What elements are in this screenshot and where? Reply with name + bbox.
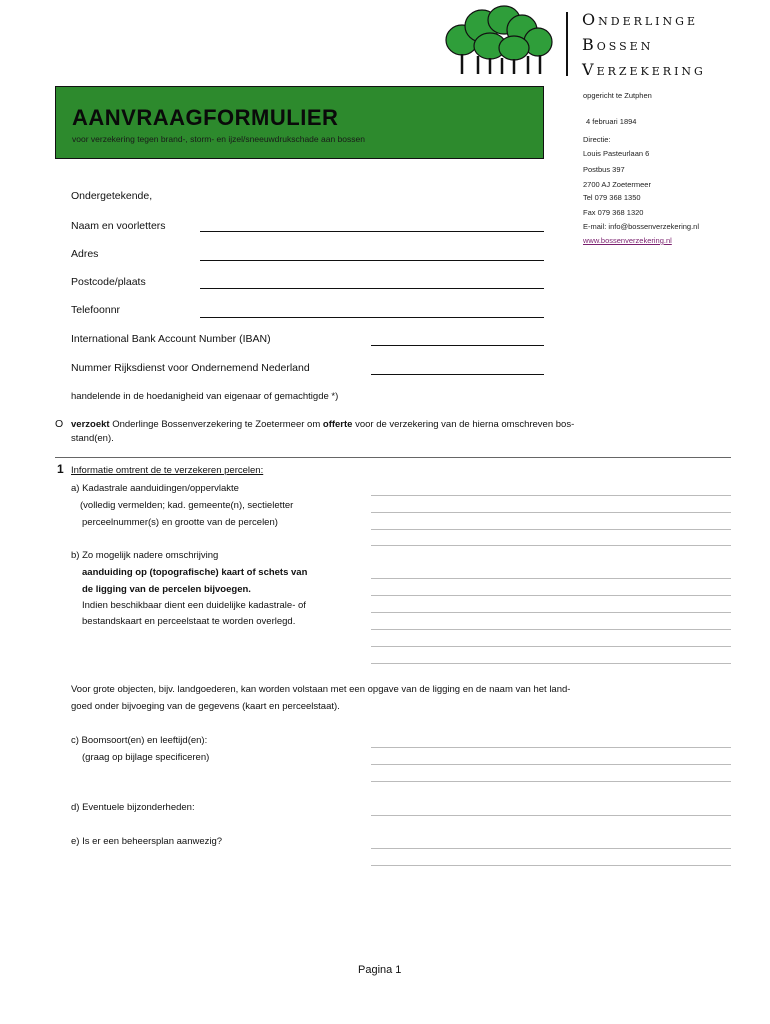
field-d-line[interactable] xyxy=(371,815,731,816)
founded-text: opgericht te Zutphen xyxy=(583,91,652,100)
field-b-line-2[interactable] xyxy=(371,595,731,596)
rvo-field[interactable] xyxy=(371,374,544,375)
address-field[interactable] xyxy=(200,260,544,261)
field-c-line-1[interactable] xyxy=(371,747,731,748)
postcode-label: Postcode/plaats xyxy=(71,276,146,288)
field-b-bold-2: de ligging van de percelen bijvoegen. xyxy=(82,584,251,595)
postbus: Postbus 397 xyxy=(583,165,625,174)
phone-field[interactable] xyxy=(200,317,544,318)
phone: Tel 079 368 1350 xyxy=(583,193,641,202)
section-heading: Informatie omtrent de te verzekeren percelen: xyxy=(71,465,264,476)
field-b-bold-1: aanduiding op (topografische) kaart of schets van xyxy=(82,567,308,578)
intro-text: Ondergetekende, xyxy=(71,190,153,202)
iban-label: International Bank Account Number (IBAN) xyxy=(71,333,271,345)
field-b-line-1[interactable] xyxy=(371,578,731,579)
title-banner xyxy=(55,86,544,159)
address-label: Adres xyxy=(71,248,99,260)
page-subtitle: voor verzekering tegen brand-, storm- en ijzel/sneeuwdrukschade aan bossen xyxy=(72,134,365,144)
founded-date: 4 februari 1894 xyxy=(586,117,637,126)
iban-field[interactable] xyxy=(371,345,544,346)
rvo-label: Nummer Rijksdienst voor Ondernemend Nederland xyxy=(71,362,310,374)
field-c-line-2[interactable] xyxy=(371,764,731,765)
section-divider xyxy=(55,457,731,458)
request-text-line2: stand(en). xyxy=(71,433,114,444)
request-checkbox[interactable]: O xyxy=(55,418,64,430)
field-b-note-1: Indien beschikbaar dient een duidelijke kadastrale- of xyxy=(82,600,306,611)
field-c-line-3[interactable] xyxy=(371,781,731,782)
field-b-line-4[interactable] xyxy=(371,629,731,630)
logo-trees xyxy=(440,4,558,78)
fax: Fax 079 368 1320 xyxy=(583,208,644,217)
field-a-line-2[interactable] xyxy=(371,512,731,513)
postcode-field[interactable] xyxy=(200,288,544,289)
field-a-note-2: perceelnummer(s) en grootte van de percelen) xyxy=(82,517,278,528)
field-a-line-3[interactable] xyxy=(371,529,731,530)
field-a-line-4[interactable] xyxy=(371,545,731,546)
request-text: verzoekt Onderlinge Bossenverzekering te Zoetermeer om offerte voor de verzekering van de hierna omschreven bos- xyxy=(71,419,575,430)
field-c-note: (graag op bijlage specificeren) xyxy=(82,752,210,763)
city: 2700 AJ Zoetermeer xyxy=(583,180,651,189)
field-c-label: c) Boomsoort(en) en leeftijd(en): xyxy=(71,735,208,746)
capacity-note: handelende in de hoedanigheid van eigenaar of gemachtigde *) xyxy=(71,391,339,402)
logo-line-3: VERZEKERING xyxy=(582,60,706,79)
large-objects-text-1: Voor grote objecten, bijv. landgoederen, kan worden volstaan met een opgave van de ligging en de naam van het land- xyxy=(71,684,571,695)
field-a-label: a) Kadastrale aanduidingen/oppervlakte xyxy=(71,483,239,494)
field-b-line-6[interactable] xyxy=(371,663,731,664)
website-link[interactable]: www.bossenverzekering.nl xyxy=(583,236,672,245)
section-number: 1 xyxy=(57,462,64,476)
field-e-line-2[interactable] xyxy=(371,865,731,866)
phone-label: Telefoonnr xyxy=(71,304,121,316)
field-d-label: d) Eventuele bijzonderheden: xyxy=(71,802,195,813)
large-objects-text-2: goed onder bijvoeging van de gegevens (kaart en perceelstaat). xyxy=(71,701,340,712)
name-field[interactable] xyxy=(200,231,544,232)
field-a-note-1: (volledig vermelden; kad. gemeente(n), sectieletter xyxy=(80,500,294,511)
field-a-line-1[interactable] xyxy=(371,495,731,496)
email: E-mail: info@bossenverzekering.nl xyxy=(583,222,699,231)
name-label: Naam en voorletters xyxy=(71,220,166,232)
street-address: Louis Pasteurlaan 6 xyxy=(583,149,650,158)
directie-label: Directie: xyxy=(583,135,611,144)
field-e-line-1[interactable] xyxy=(371,848,731,849)
field-b-note-2: bestandskaart en perceelstaat te worden overlegd. xyxy=(82,616,296,627)
logo-line-1: ONDERLINGE xyxy=(582,10,698,29)
field-b-label: b) Zo mogelijk nadere omschrijving xyxy=(71,550,219,561)
logo-line-2: BOSSEN xyxy=(582,35,654,54)
page-number: Pagina 1 xyxy=(358,964,402,976)
page-title: AANVRAAGFORMULIER xyxy=(72,105,339,130)
trees-icon xyxy=(440,4,558,78)
logo-divider xyxy=(566,12,568,76)
field-e-label: e) Is er een beheersplan aanwezig? xyxy=(71,836,223,847)
field-b-line-5[interactable] xyxy=(371,646,731,647)
field-b-line-3[interactable] xyxy=(371,612,731,613)
